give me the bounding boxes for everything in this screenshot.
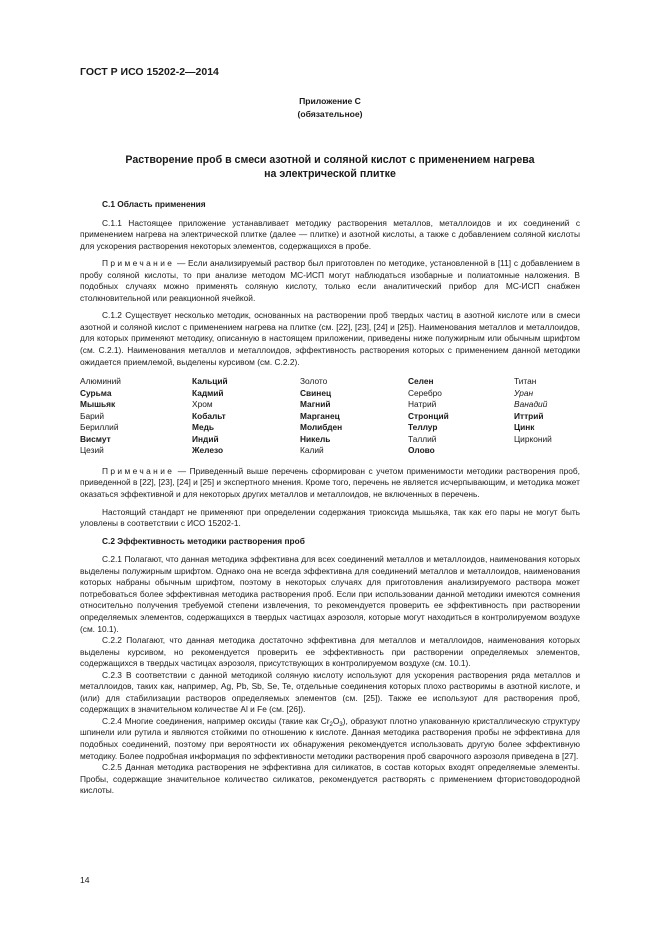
annex-status: (обязательное): [297, 109, 363, 119]
note-2-text: — Приведенный выше перечень сформирован с учетом применимости методики растворения проб, приведенной в [22], [23], [24] и [25] и экспертного мнения. Кроме того, перечень не является исчерпывающим, и методика может оказаться эффективной и для некоторых других металлов и металлоидов, не включенных в перечень.: [80, 465, 580, 500]
element-name: Индий: [192, 433, 219, 444]
paragraph-c-2-2: С.2.2 Полагают, что данная методика достаточно эффективна для металлов и металлоидов, наименования которых выделены курсивом, но рекомендуется проверить ее эффективность при растворении определяемых элементов, содержащихся в твердых частицах аэрозоля, присутствующих в контролируемом воздухе (см. 10.1).: [80, 635, 580, 669]
element-name: Теллур: [408, 422, 438, 433]
element-name: Цезий: [80, 445, 104, 456]
element-name: Бериллий: [80, 422, 119, 433]
note-2-label: Примечание: [102, 465, 175, 476]
paragraph-c-2-1: С.2.1 Полагают, что данная методика эффективна для всех соединений металлов и металлоидов, наименования которых выделены полужирным шрифтом. Однако она не всегда эффективна для соединений металлов и металлоидов, наименования которых набраны обычным шрифтом, поэтому в некоторых случаях для приготовления анализируемого раствора может потребоваться более эффективная методика растворения проб. Если при использовании данной методики имеются сомнения относительно получения требуемой степени извлечения, то рекомендуется проверить ее эффективность при растворении определяемых элементов, содержащихся в твердых частицах аэрозоля, которые могут находиться в контролируемом воздухе (см. 10.1).: [80, 554, 580, 634]
paragraph-c-2-4: [80, 716, 580, 762]
element-name: Магний: [300, 399, 331, 410]
element-name: Уран: [514, 387, 534, 398]
element-column: [300, 376, 408, 457]
element-name: Цирконий: [514, 433, 552, 444]
element-list: [80, 376, 580, 457]
element-name: Свинец: [300, 387, 332, 398]
note-1: [80, 258, 580, 304]
element-name: Марганец: [300, 410, 340, 421]
paragraph-c-2-5: С.2.5 Данная методика растворения не эффективна для силикатов, в состав которых входят определяемые элементы. Пробы, содержащие значительное количество силикатов, рекомендуется растворять с применением фтористоводородной кислоты.: [80, 762, 580, 796]
element-name: Молибден: [300, 422, 343, 433]
annex-heading: [80, 95, 580, 121]
element-name: Олово: [408, 445, 435, 456]
element-name: Натрий: [408, 399, 437, 410]
paragraph-c-1-2: С.1.2 Существует несколько методик, основанных на растворении проб твердых частиц в азотной кислоте или в смеси азотной и соляной кислот с применением нагрева на плитке (см. [22], [23], [24] и [25]). Наименования металлов и металлоидов, для которых применяют методику, описанную в настоящем приложении, приведены ниже полужирным или обычным шрифтом (см. С.2.1). Наименования металлов и металлоидов, эффективность растворения которых с применением данной методики ожидается приемлемой, выделены курсивом (см. С.2.2).: [80, 310, 580, 367]
note-2: [80, 466, 580, 501]
element-column: [80, 376, 192, 457]
element-name: Кальций: [192, 376, 228, 387]
subscript-3: 3: [339, 721, 343, 728]
element-name: Селен: [408, 376, 434, 387]
annex-title: [80, 153, 580, 181]
element-name: Сурьма: [80, 387, 112, 398]
element-name: Хром: [192, 399, 213, 410]
section-c1-heading: С.1 Область применения: [102, 199, 206, 209]
annex-title-line-1: Растворение проб в смеси азотной и соляной кислот с применением нагрева: [125, 154, 535, 166]
paragraph-arsenic-trioxide: Настоящий стандарт не применяют при определении содержания триоксида мышьяка, так как его пары не могут быть уловлены в соответствии с ИСО 15202-1.: [80, 506, 580, 529]
note-1-text: — Если анализируемый раствор был приготовлен по методике, установленной в [11] с добавлением в пробу соляной кислоты, то при анализе методом МС-ИСП могут наблюдаться изобарные и полиатомные наложения. В подобных случаях можно применять соляную кислоту, только если аналитический прибор для МС-ИСП снабжен столкновительной или реакционной ячейкой.: [80, 258, 580, 303]
element-name: Кобальт: [192, 410, 226, 421]
element-name: Барий: [80, 410, 105, 421]
main-content: [80, 196, 580, 797]
element-name: Мышьяк: [80, 399, 116, 410]
annex-title-line-2: на электрической плитке: [264, 168, 396, 180]
element-name: Золото: [300, 376, 328, 387]
element-name: Калий: [300, 445, 324, 456]
element-column: [514, 376, 580, 457]
paragraph-c-2-4-part-2: O: [332, 715, 340, 726]
element-name: Стронций: [408, 410, 449, 421]
element-name: Иттрий: [514, 410, 544, 421]
note-1-label: Примечание: [102, 258, 175, 269]
element-column: [408, 376, 514, 457]
subscript-2: 2: [329, 721, 333, 728]
element-name: Титан: [514, 376, 537, 387]
element-name: Алюминий: [80, 376, 121, 387]
section-c2-heading: С.2 Эффективность методики растворения проб: [102, 535, 305, 546]
element-name: Ванадий: [514, 399, 548, 410]
element-name: Цинк: [514, 422, 535, 433]
annex-label: Приложение С: [299, 96, 361, 106]
element-name: Железо: [192, 445, 224, 456]
paragraph-c-1-1: С.1.1 Настоящее приложение устанавливает методику растворения металлов, металлоидов и их соединений с применением нагрева на электрической плитке (далее — плитке) и азотной кислоты, а также с добавлением соляной кислоты для ускорения растворения некоторых элементов, содержащихся в пробе.: [80, 217, 580, 251]
page-number: 14: [80, 875, 90, 885]
element-column: [192, 376, 300, 457]
element-name: Никель: [300, 433, 331, 444]
element-name: Висмут: [80, 433, 111, 444]
element-name: Таллий: [408, 433, 437, 444]
paragraph-c-2-4-part-3: ), образуют плотно упакованную кристаллическую структуру шпинели или рутила и являются стойкими по отношению к кислоте. Данная методика растворения пробы не эффективна для подобных соединений, поэтому при вероятности их обнаружения рекомендуется использовать другую более эффективную методику. Более подробная информация по эффективности методики растворения проб сварочного аэрозоля приведена в [27].: [80, 715, 580, 761]
element-name: Кадмий: [192, 387, 224, 398]
element-name: Медь: [192, 422, 215, 433]
paragraph-c-2-4-part-1: С.2.4 Многие соединения, например оксиды (такие как Cr: [102, 715, 330, 726]
paragraph-c-2-3: С.2.3 В соответствии с данной методикой соляную кислоту используют для ускорения растворения ряда металлов и металлоидов, таких как, например, Ag, Pb, Sb, Se, Te, отдельные соединения которых плохо растворимы в азотной кислоте, и (или) для стабилизации растворов определяемых элементов (см. [25]). Также ее используют для растворения проб, содержащих в значительном количестве Al и Fe (см. [26]).: [80, 669, 580, 715]
element-name: Серебро: [408, 387, 442, 398]
standard-header: ГОСТ Р ИСО 15202-2—2014: [80, 66, 219, 78]
